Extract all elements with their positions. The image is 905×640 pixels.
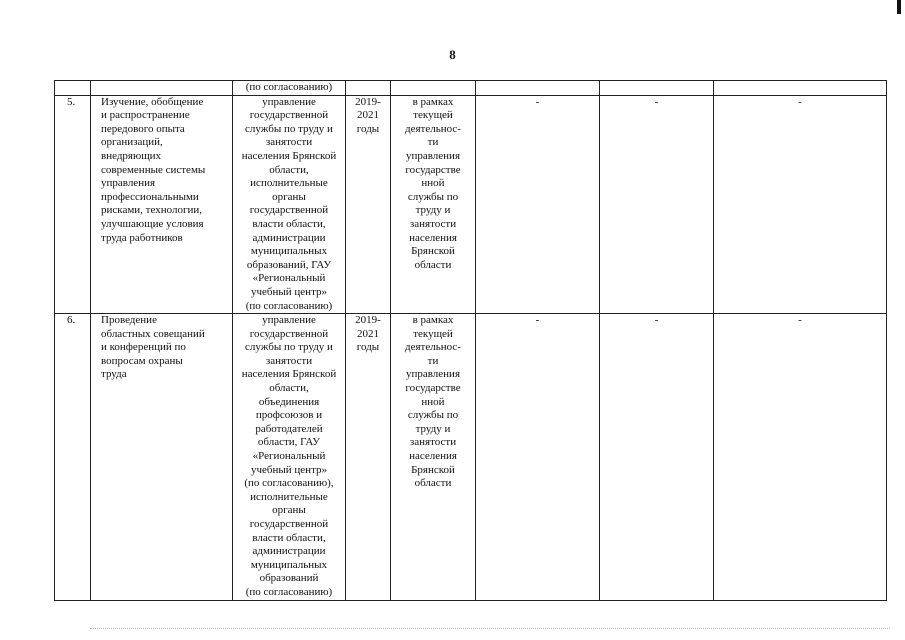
funding-line: нной xyxy=(421,177,445,190)
responsible-line: власти области, xyxy=(252,531,326,544)
activity-cell xyxy=(91,95,233,314)
responsible-line: (по согласованию) xyxy=(245,299,333,312)
responsible-line: области, xyxy=(269,163,309,176)
activity-line: внедряющих xyxy=(101,149,162,162)
table-row xyxy=(55,314,887,600)
activity-line: современные системы xyxy=(101,163,206,176)
responsible-line: власти области, xyxy=(252,217,326,230)
responsible-line: учебный центр» xyxy=(250,285,328,298)
period-cell xyxy=(346,95,391,314)
funding-line: области xyxy=(414,258,452,271)
responsible-line: работодателей xyxy=(255,422,323,435)
activity-line: Проведение xyxy=(101,314,157,327)
funding-line: государстве xyxy=(405,382,461,395)
activity-line: областных совещаний xyxy=(101,327,205,340)
col7-cell xyxy=(600,95,714,314)
activity-line: организаций, xyxy=(101,136,163,149)
responsible-line: службы по труду и xyxy=(245,341,333,354)
cont-cell-activity xyxy=(91,81,233,96)
responsible-line: занятости xyxy=(265,136,313,149)
cont-cell-period xyxy=(346,81,391,96)
funding-line: ти xyxy=(427,136,439,149)
activity-line: и конференций по xyxy=(101,341,186,354)
period-line: годы xyxy=(356,341,380,354)
responsible-line: управление xyxy=(262,314,316,327)
activity-line: управления xyxy=(101,177,156,190)
col7-cell xyxy=(600,314,714,600)
activity-line: улучшающие условия xyxy=(101,217,204,230)
responsible-line: (по согласованию), xyxy=(244,477,334,490)
responsible-cell xyxy=(233,314,346,600)
col6-cell xyxy=(476,95,600,314)
row-number-text: 5. xyxy=(67,95,76,108)
responsible-line: государственной xyxy=(249,109,329,122)
activity-line: вопросам охраны xyxy=(101,354,183,367)
funding-line: труду и xyxy=(415,204,451,217)
row-number-cell xyxy=(55,95,91,314)
responsible-line: администрации xyxy=(252,545,326,558)
col6-text: - xyxy=(535,314,540,327)
responsible-line: государственной xyxy=(249,327,329,340)
row-number-text: 6. xyxy=(67,314,76,327)
col8-cell xyxy=(714,314,887,600)
funding-line: населения xyxy=(409,231,457,244)
period-line: 2019- xyxy=(355,95,381,108)
responsible-line: органы xyxy=(272,504,306,517)
funding-line: деятельнос- xyxy=(405,122,461,135)
funding-line: ти xyxy=(427,354,439,367)
funding-line: населения xyxy=(409,450,457,463)
activity-line: и распространение xyxy=(101,109,190,122)
responsible-line: администрации xyxy=(252,231,326,244)
funding-line: службы по xyxy=(407,190,459,203)
funding-line: управления xyxy=(405,368,461,381)
responsible-line: исполнительные xyxy=(250,177,328,190)
funding-line: текущей xyxy=(413,109,453,122)
continuation-row xyxy=(55,81,887,96)
funding-line: службы по xyxy=(407,409,459,422)
funding-cell xyxy=(391,314,476,600)
col7-text: - xyxy=(654,314,659,327)
responsible-line: управление xyxy=(262,95,316,108)
responsible-line: муниципальных xyxy=(250,245,328,258)
funding-line: в рамках xyxy=(412,314,454,327)
row-number-cell xyxy=(55,314,91,600)
col8-text: - xyxy=(798,314,802,327)
activity-line: профессиональными xyxy=(101,190,199,203)
table-row xyxy=(55,95,887,314)
funding-line: государстве xyxy=(405,163,461,176)
period-line: 2021 xyxy=(357,109,379,122)
activity-cell xyxy=(91,314,233,600)
col7-text: - xyxy=(654,95,659,108)
period-cell xyxy=(346,314,391,600)
responsible-line: органы xyxy=(272,190,306,203)
activity-line: труда работников xyxy=(101,231,183,244)
period-line: 2021 xyxy=(357,327,379,340)
cont-cell-8 xyxy=(714,81,887,96)
activity-line: передового опыта xyxy=(101,122,185,135)
responsible-line: исполнительные xyxy=(250,490,328,503)
funding-line: деятельнос- xyxy=(405,341,461,354)
responsible-line: учебный центр» xyxy=(250,463,328,476)
activity-line: труда xyxy=(101,368,127,381)
funding-line: Брянской xyxy=(411,245,455,258)
responsible-line: населения Брянской xyxy=(241,368,337,381)
responsible-line: области, xyxy=(269,382,309,395)
period-line: 2019- xyxy=(355,314,381,327)
activities-table xyxy=(54,80,887,601)
cont-responsible-text: (по согласованию) xyxy=(245,81,333,93)
col6-cell xyxy=(476,314,600,600)
funding-line: Брянской xyxy=(411,463,455,476)
responsible-line: «Региональный xyxy=(252,272,326,285)
scan-edge-mark xyxy=(897,0,901,14)
cont-cell-6 xyxy=(476,81,600,96)
responsible-cell xyxy=(233,95,346,314)
col8-cell xyxy=(714,95,887,314)
activity-line: Изучение, обобщение xyxy=(101,95,204,108)
responsible-line: образований, ГАУ xyxy=(246,258,332,271)
responsible-line: государственной xyxy=(249,518,329,530)
funding-cell xyxy=(391,95,476,314)
responsible-line: области, ГАУ xyxy=(257,436,321,449)
page-number: 8 xyxy=(449,47,456,62)
responsible-line: государственной xyxy=(249,204,329,217)
col8-text: - xyxy=(798,95,802,108)
responsible-line: занятости xyxy=(265,354,313,367)
responsible-line: населения Брянской xyxy=(241,149,337,162)
cont-cell-responsible xyxy=(233,81,346,96)
col6-text: - xyxy=(535,95,540,108)
period-line: годы xyxy=(356,122,380,135)
funding-line: в рамках xyxy=(412,95,454,108)
activity-line: рисками, технологии, xyxy=(101,204,202,217)
responsible-line: объединения xyxy=(258,395,320,408)
funding-line: труду и xyxy=(415,422,451,435)
cont-cell-number xyxy=(55,81,91,96)
scan-noise xyxy=(90,628,890,630)
cont-cell-funding xyxy=(391,81,476,96)
responsible-line: образований xyxy=(259,572,319,585)
cont-cell-7 xyxy=(600,81,714,96)
responsible-line: службы по труду и xyxy=(245,122,333,135)
responsible-line: «Региональный xyxy=(252,450,326,463)
funding-line: области xyxy=(414,477,452,490)
responsible-line: (по согласованию) xyxy=(245,585,333,598)
funding-line: занятости xyxy=(409,436,457,449)
funding-line: нной xyxy=(421,395,445,408)
funding-line: управления xyxy=(405,149,461,162)
funding-line: занятости xyxy=(409,217,457,230)
funding-line: текущей xyxy=(413,327,453,340)
responsible-line: муниципальных xyxy=(250,558,328,571)
responsible-line: профсоюзов и xyxy=(255,409,323,422)
